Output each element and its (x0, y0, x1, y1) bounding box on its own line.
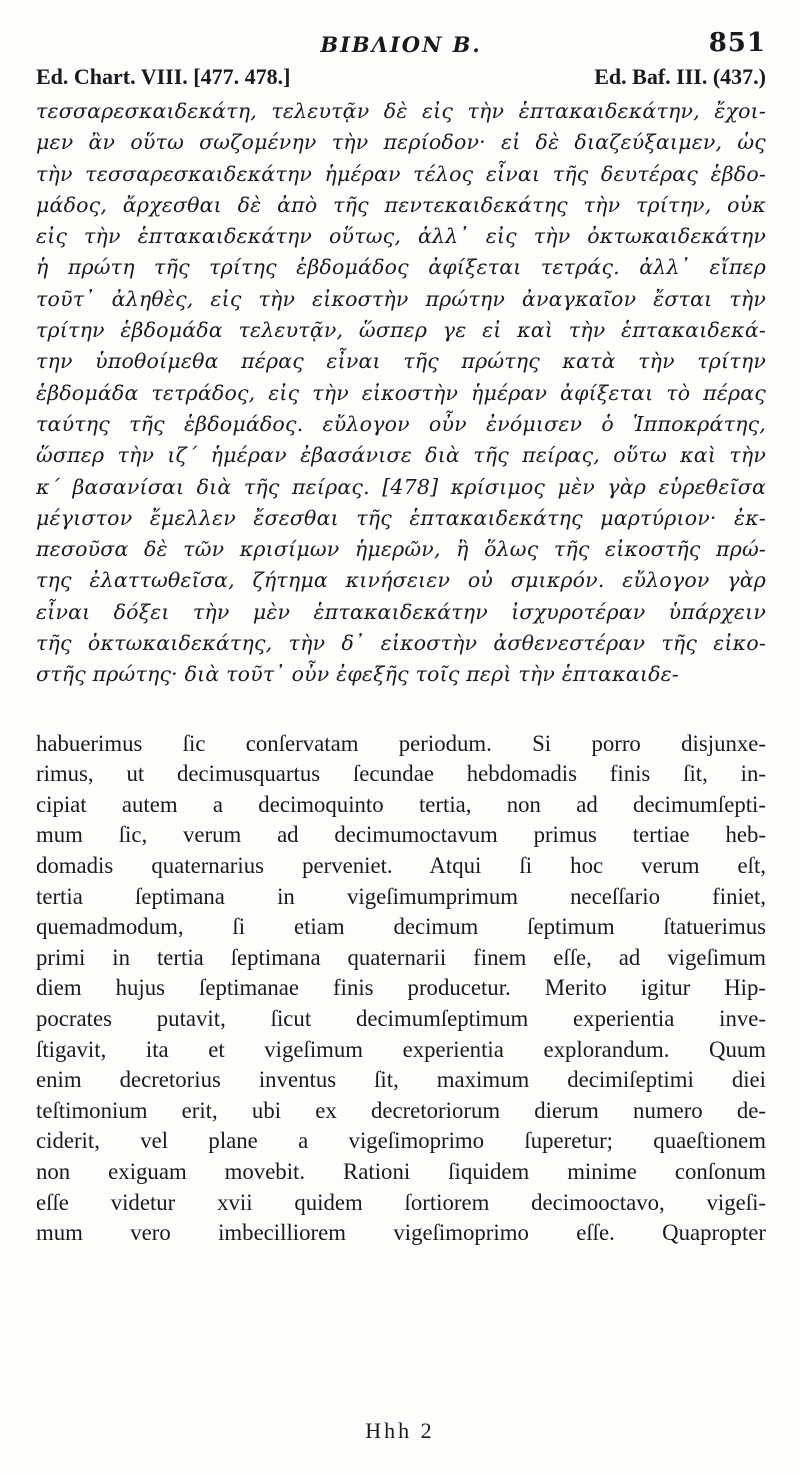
latin-text-line: diem hujus ſeptimanae finis producetur. Merito igitur Hip- (36, 975, 766, 1001)
greek-text-line: κ΄ βασανίσαι διὰ τῆς πείρας. [478] κρίσιμος μὲν γὰρ εὑρεθεῖσα (36, 474, 766, 499)
latin-text-line: tertia ſeptimana in vigeſimumprimum neceſſario finiet, (36, 883, 766, 909)
latin-text-line: primi in tertia ſeptimana quaternarii finem eſſe, ad vigeſimum (36, 944, 766, 970)
greek-text-line: τὴν τεσσαρεσκαιδεκάτην ἡμέραν τέλος εἶναι τῆς δευτέρας ἑβδο- (36, 161, 766, 186)
greek-text-line: εἰς τὴν ἑπτακαιδεκάτην οὕτως, ἀλλ᾽ εἰς τὴν ὀκτωκαιδεκάτην (36, 224, 766, 249)
greek-text-line: μέγιστον ἔμελλεν ἔσεσθαι τῆς ἑπτακαιδεκάτης μαρτύριον· ἐκ- (36, 505, 766, 530)
latin-text-line: domadis quaternarius perveniet. Atqui ſi hoc verum eſt, (36, 853, 766, 879)
latin-text-line: rimus, ut decimusquartus ſecundae hebdomadis finis ſit, in- (36, 761, 766, 787)
latin-text-line: mum vero imbecilliorem vigeſimoprimo eſſe. Quapropter (36, 1220, 766, 1246)
edition-reference-left: Ed. Chart. VIII. [477. 478.] (36, 64, 291, 89)
greek-text-line: τεσσαρεσκαιδεκάτη, τελευτᾷν δὲ εἰς τὴν ἑπτακαιδεκάτην, ἔχοι- (36, 99, 766, 123)
greek-text-line: τρίτην ἑβδομάδα τελευτᾷν, ὥσπερ γε εἰ καὶ τὴν ἑπτακαιδεκά- (36, 318, 766, 343)
running-head-title: ΒΙΒΛΙΟΝ Β. (320, 32, 482, 57)
greek-text-line: εἶναι δόξει τὴν μὲν ἑπτακαιδεκάτην ἰσχυροτέραν ὑπάρχειν (36, 599, 766, 624)
greek-text-line: ὥσπερ τὴν ιζ΄ ἡμέραν ἐβασάνισε διὰ τῆς πείρας, οὕτω καὶ τὴν (36, 443, 766, 468)
latin-text-line: enim decretorius inventus ſit, maximum decimiſeptimi diei (36, 1067, 766, 1093)
latin-text-line: habuerimus ſic conſervatam periodum. Si porro disjunxe- (36, 730, 766, 756)
greek-text-line: μάδος, ἄρχεσθαι δὲ ἀπὸ τῆς πεντεκαιδεκάτης τὴν τρίτην, οὐκ (36, 192, 766, 217)
running-head (36, 28, 766, 62)
greek-text-line: ταύτης τῆς ἑβδομάδος. εὔλογον οὖν ἐνόμισεν ὁ Ἱπποκράτης, (36, 411, 766, 436)
greek-text-line: της ἐλαττωθεῖσα, ζήτημα κινήσειεν οὐ σμικρόν. εὔλογον γὰρ (36, 568, 766, 593)
greek-text-line: ἑβδομάδα τετράδος, εἰς τὴν εἰκοστὴν ἡμέραν ἀφίξεται τὸ πέρας (36, 380, 766, 405)
latin-text-line: teſtimonium erit, ubi ex decretoriorum dierum numero de- (36, 1097, 766, 1123)
greek-text-line: τοῦτ᾽ ἀληθὲς, εἰς τὴν εἰκοστὴν πρώτην ἀναγκαῖον ἔσται τὴν (36, 286, 766, 311)
greek-text-line: ἡ πρώτη τῆς τρίτης ἑβδομάδος ἀφίξεται τετράς. ἀλλ᾽ εἴπερ (36, 255, 766, 280)
edition-reference-line (36, 64, 766, 94)
latin-text-line: ſtigavit, ita et vigeſimum experientia explorandum. Quum (36, 1036, 766, 1062)
edition-reference-right: Ed. Baf. III. (437.) (594, 64, 766, 89)
signature-mark: Hhh 2 (365, 1418, 435, 1443)
greek-text-block (36, 96, 766, 691)
greek-text-line: μεν ἂν οὕτω σωζομένην τὴν περίοδον· εἰ δὲ διαζεύξαιμεν, ὡς (36, 130, 766, 155)
greek-text-line: την ὑποθοίμεθα πέρας εἶναι τῆς πρώτης κατὰ τὴν τρίτην (36, 349, 766, 374)
latin-text-line: pocrates putavit, ſicut decimumſeptimum experientia inve- (36, 1005, 766, 1031)
latin-text-block (36, 729, 766, 1249)
greek-text-line: πεσοῦσα δὲ τῶν κρισίμων ἡμερῶν, ἢ ὅλως τῆς εἰκοστῆς πρώ- (36, 537, 766, 562)
latin-text-line: ciderit, vel plane a vigeſimoprimo ſuperetur; quaeſtionem (36, 1128, 766, 1154)
latin-text-line: non exiguam movebit. Rationi ſiquidem minime conſonum (36, 1158, 766, 1184)
latin-text-line: mum ſic, verum ad decimumoctavum primus tertiae heb- (36, 822, 766, 848)
latin-text-line: eſſe videtur xvii quidem ſortiorem decimooctavo, vigeſi- (36, 1189, 766, 1215)
greek-text-line: στῆς πρώτης· διὰ τοῦτ᾽ οὖν ἐφεξῆς τοῖς περὶ τὴν ἑπτακαιδε- (36, 662, 679, 687)
greek-text-line: τῆς ὀκτωκαιδεκάτης, τὴν δ᾽ εἰκοστὴν ἀσθενεστέραν τῆς εἰκο- (36, 631, 766, 656)
latin-text-line: quemadmodum, ſi etiam decimum ſeptimum ſtatuerimus (36, 914, 766, 940)
page-number: 851 (708, 28, 766, 58)
latin-text-line: cipiat autem a decimoquinto tertia, non ad decimumſepti- (36, 791, 766, 817)
